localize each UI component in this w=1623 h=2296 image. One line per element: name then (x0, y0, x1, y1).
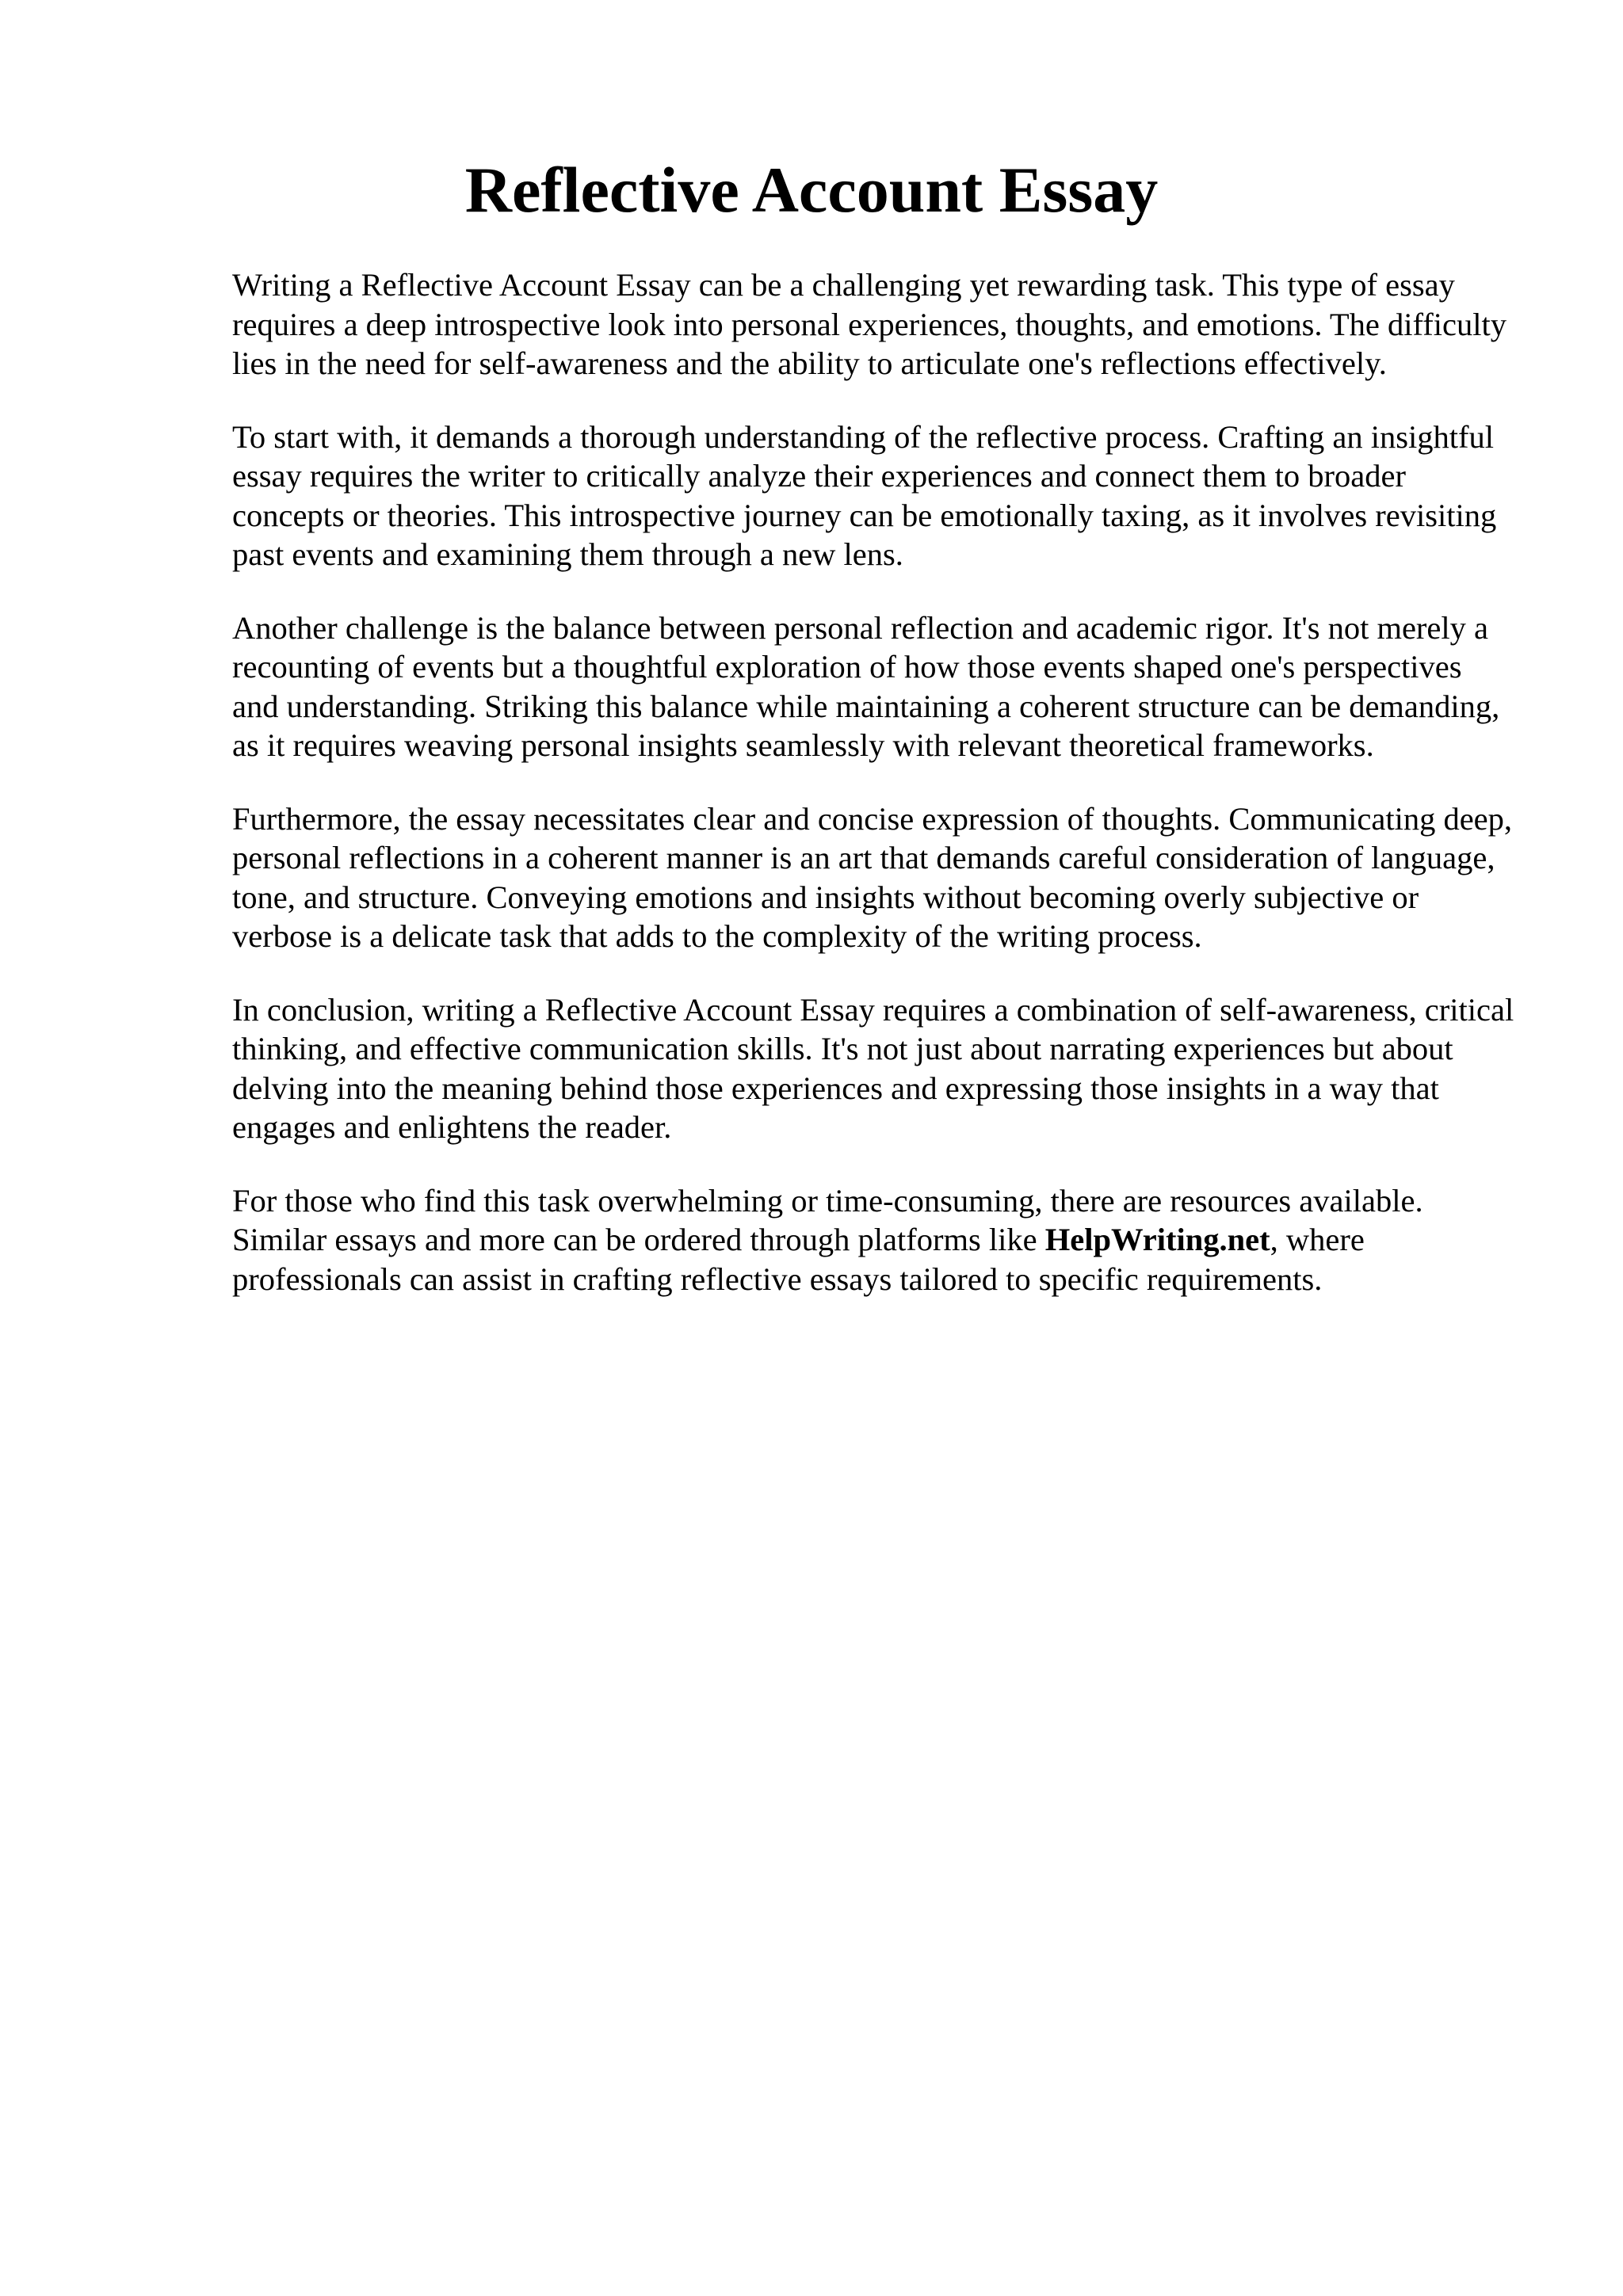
brand-link[interactable]: HelpWriting.net (1044, 1222, 1270, 1257)
paragraph-4: Furthermore, the essay necessitates clear and concise expression of thoughts. Communicating deep, personal reflections in a coherent manner is an art that demands careful consideration of language, tone, and structure. Conveying emotions and insights without becoming overly subjective or verbose is a delicate task that adds to the complexity of the writing process. (232, 800, 1513, 954)
paragraph-2: To start with, it demands a thorough understanding of the reflective process. Crafting an insightful essay requires the writer to critically analyze their experiences and connect them to broader concepts or theories. This introspective journey can be emotionally taxing, as it involves revisiting past events and examining them through a new lens. (232, 418, 1497, 572)
paragraph-5: In conclusion, writing a Reflective Account Essay requires a combination of self-awareness, critical thinking, and effective communication skills. It's not just about narrating experiences but about delving into the meaning behind those experiences and expressing those insights in a way that engages and enlightens the reader. (232, 991, 1514, 1145)
paragraph-3: Another challenge is the balance between personal reflection and academic rigor. It's not merely a recounting of events but a thoughtful exploration of how those events shaped one's perspectives and understanding. Striking this balance while maintaining a coherent structure can be demanding, as it requires weaving personal insights seamlessly with relevant theoretical frameworks. (232, 609, 1500, 763)
paragraph-1: Writing a Reflective Account Essay can be a challenging yet rewarding task. This type of essay requires a deep introspective look into personal experiences, thoughts, and emotions. The difficulty lies in the need for self-awareness and the ability to articulate one's reflections effectively. (232, 267, 1507, 381)
closing-text-after: , where professionals can assist in crafting reflective essays tailored to specific requirements. (232, 1222, 1365, 1297)
closing-text-before: For those who find this task overwhelming or time-consuming, there are resources available. Similar essays and more can be ordered through platforms like (232, 1182, 1423, 1257)
essay-body (232, 265, 1516, 1333)
closing-paragraph (232, 1181, 1516, 1299)
page-title: Reflective Account Essay (464, 154, 1159, 226)
